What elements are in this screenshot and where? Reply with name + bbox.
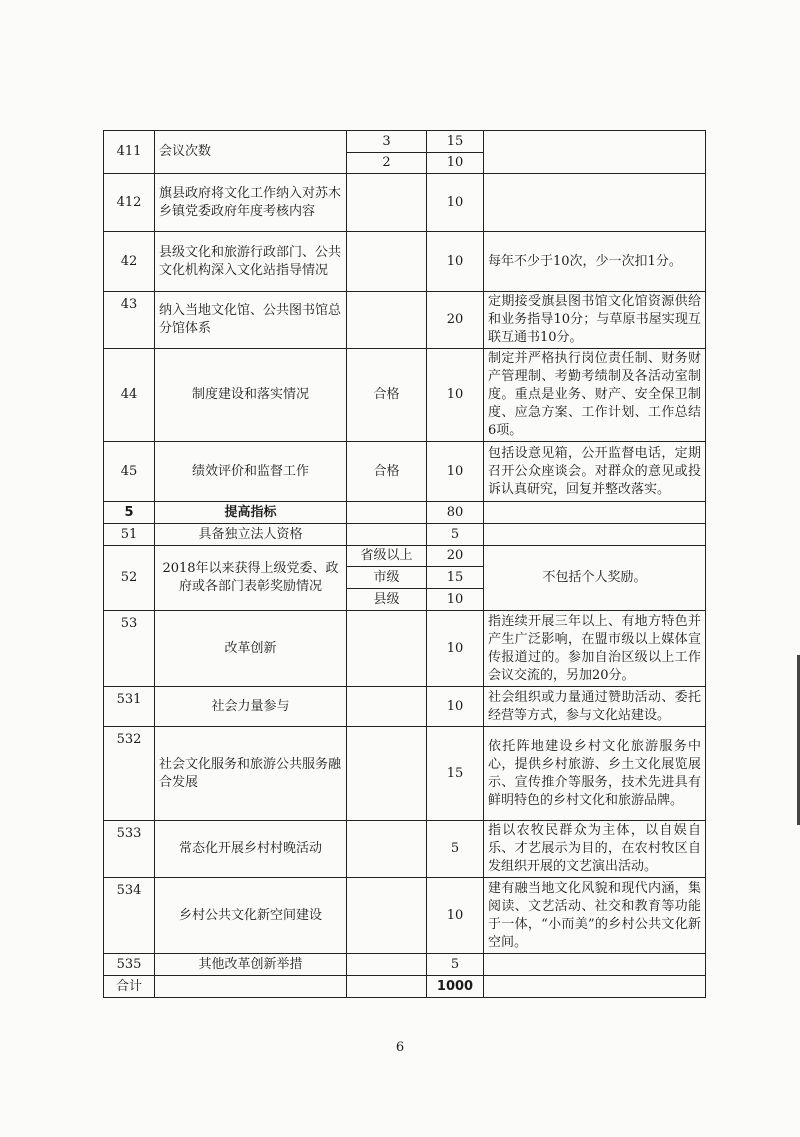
row-id: 534 [104,878,155,954]
row-criterion [347,878,427,954]
row-item: 旗县政府将文化工作纳入对苏木乡镇党委政府年度考核内容 [155,174,347,232]
row-criterion [347,611,427,687]
row-id: 412 [104,174,155,232]
row-id: 44 [104,349,155,442]
row-note: 指连续开展三年以上、有地方特色并产生广泛影响，在盟市级以上媒体宣传报道过的。参加自治区级以上工作会议交流的，另加20分。 [484,611,706,687]
row-score: 10 [427,174,484,232]
row-note: 社会组织或力量通过赞助活动、委托经营等方式，参与文化站建设。 [484,687,706,727]
row-criterion: 市级 [347,567,427,589]
row-score: 15 [427,727,484,821]
row-note [484,131,706,174]
page-number: 6 [395,1040,405,1055]
row-score: 5 [427,821,484,878]
total-note-empty [484,976,706,998]
row-note: 每年不少于10次，少一次扣1分。 [484,232,706,292]
row-note [484,174,706,232]
row-score: 10 [427,349,484,442]
row-score: 5 [427,524,484,546]
row-criterion [347,174,427,232]
table-row [104,292,706,349]
row-criterion: 2 [347,153,427,174]
row-id: 52 [104,546,155,611]
row-note: 指以农牧民群众为主体，以自娱自乐、才艺展示为目的，在农村牧区自发组织开展的文艺演出活动。 [484,821,706,878]
row-id: 533 [104,821,155,878]
table-row [104,442,706,502]
row-score: 80 [427,502,484,524]
row-id: 42 [104,232,155,292]
row-score: 20 [427,292,484,349]
total-row [104,976,706,998]
row-criterion [347,727,427,821]
table-row [104,524,706,546]
table-row [104,611,706,687]
row-criterion [347,524,427,546]
row-criterion [347,292,427,349]
row-item: 县级文化和旅游行政部门、公共文化机构深入文化站指导情况 [155,232,347,292]
row-id: 411 [104,131,155,174]
table-row [104,131,706,153]
row-item: 其他改革创新举措 [155,954,347,976]
row-score: 15 [427,567,484,589]
table-row [104,687,706,727]
row-item: 2018年以来获得上级党委、政府或各部门表彰奖励情况 [155,546,347,611]
row-note: 建有融当地文化风貌和现代内涵，集阅读、文艺活动、社交和教育等功能于一体，“小而美”的乡村公共文化新空间。 [484,878,706,954]
row-score: 10 [427,232,484,292]
row-note: 定期接受旗县图书馆文化馆资源供给和业务指导10分；与草原书屋实现互联互通书10分。 [484,292,706,349]
row-item: 乡村公共文化新空间建设 [155,878,347,954]
row-criterion: 合格 [347,442,427,502]
row-item: 常态化开展乡村村晚活动 [155,821,347,878]
row-score: 10 [427,611,484,687]
row-id: 532 [104,727,155,821]
table-row [104,727,706,821]
row-criterion [347,502,427,524]
row-id: 45 [104,442,155,502]
table-row [104,954,706,976]
table-row [104,174,706,232]
row-criterion [347,821,427,878]
table-row [104,349,706,442]
table-row [104,232,706,292]
scoring-table [103,130,706,998]
row-score: 20 [427,546,484,567]
row-criterion [347,954,427,976]
row-id: 535 [104,954,155,976]
row-item: 改革创新 [155,611,347,687]
row-criterion: 县级 [347,589,427,611]
row-criterion: 合格 [347,349,427,442]
row-item: 制度建设和落实情况 [155,349,347,442]
row-note [484,524,706,546]
table-row [104,502,706,524]
row-score: 5 [427,954,484,976]
row-score: 10 [427,153,484,174]
row-item: 社会文化服务和旅游公共服务融合发展 [155,727,347,821]
row-score: 10 [427,878,484,954]
total-item-empty [155,976,347,998]
row-item: 会议次数 [155,131,347,174]
row-item: 提高指标 [155,502,347,524]
row-id: 51 [104,524,155,546]
row-id: 531 [104,687,155,727]
row-item: 具备独立法人资格 [155,524,347,546]
table-row [104,878,706,954]
row-id: 53 [104,611,155,687]
row-id: 43 [104,292,155,349]
table-row [104,821,706,878]
row-criterion: 省级以上 [347,546,427,567]
row-criterion [347,232,427,292]
row-criterion [347,687,427,727]
total-score: 1000 [427,976,484,998]
row-note: 制定并严格执行岗位责任制、财务财产管理制、考勤考绩制及各活动室制度。重点是业务、财产、安全保卫制度、应急方案、工作计划、工作总结6项。 [484,349,706,442]
total-label: 合计 [104,976,155,998]
row-note: 包括设意见箱，公开监督电话，定期召开公众座谈会。对群众的意见或投诉认真研究，回复并整改落实。 [484,442,706,502]
row-item: 社会力量参与 [155,687,347,727]
row-criterion: 3 [347,131,427,153]
row-score: 10 [427,442,484,502]
row-note: 依托阵地建设乡村文化旅游服务中心，提供乡村旅游、乡土文化展览展示、宣传推介等服务，技术先进具有鲜明特色的乡村文化和旅游品牌。 [484,727,706,821]
row-score: 10 [427,589,484,611]
row-note [484,954,706,976]
row-item: 绩效评价和监督工作 [155,442,347,502]
row-score: 15 [427,131,484,153]
row-score: 10 [427,687,484,727]
row-note: 不包括个人奖励。 [484,546,706,611]
row-note [484,502,706,524]
total-criterion-empty [347,976,427,998]
table-row [104,546,706,567]
row-id: 5 [104,502,155,524]
row-item: 纳入当地文化馆、公共图书馆总分馆体系 [155,292,347,349]
